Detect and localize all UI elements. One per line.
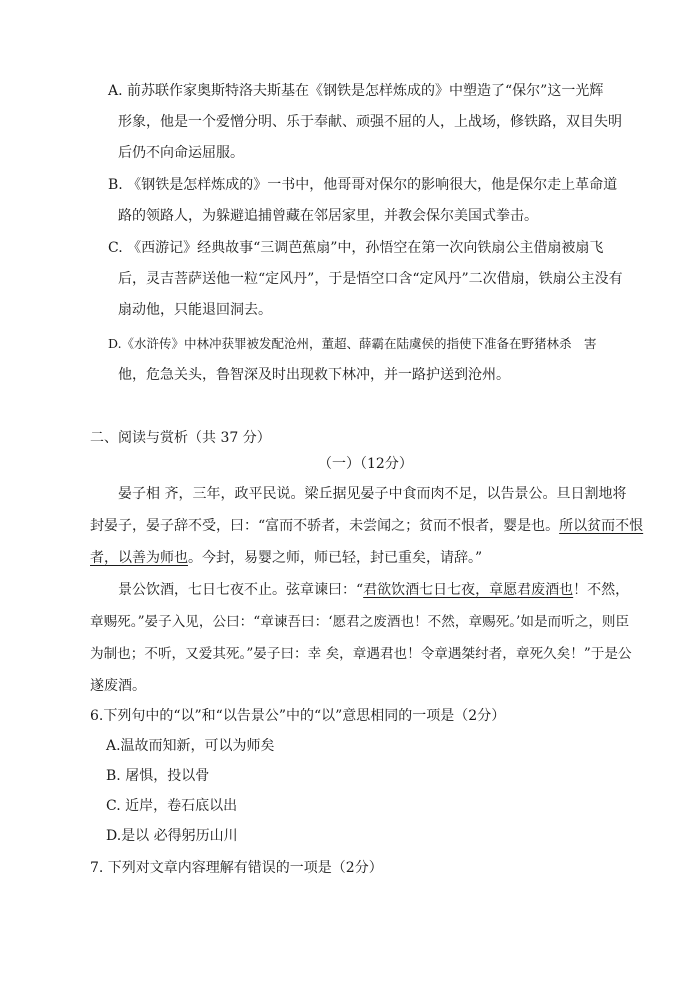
passage-p2-line-1 [118,580,629,600]
passage-p2-line-2: 章赐死。”晏子入见，公曰：“章谏吾曰：‘愿君之废酒也！不然，章赐死。’如是而听之，则臣 [90,614,630,630]
section-sub-heading: （一）（12分） [318,456,413,472]
option-a-line-3: 后仍不向命运屈服。 [118,145,244,161]
option-b-line-1: B. 《钢铁是怎样炼成的》一书中，他哥哥对保尔的影响很大，他是保尔走上革命道 [108,177,618,193]
question-6-option-a: A.温故而知新，可以为师矣 [106,738,275,754]
option-c-line-1: C. 《西游记》经典故事“三调芭蕉扇”中，孙悟空在第一次向铁扇公主借扇被扇飞 [108,240,604,256]
question-6-option-b: B. 屠惧，投以骨 [106,768,210,784]
passage-p2-line-4: 遂废酒。 [90,678,146,694]
option-d-line-1: D.《水浒传》中林冲获罪被发配沧州，董超、薛霸在陆虞侯的指使下准备在野猪林杀 害 [108,336,597,351]
passage-text: 景公饮酒，七日七夜不止。弦章谏曰：“ [118,582,364,598]
passage-text: 。今封，易婴之师，师已轻，封已重矣，请辞。” [188,550,483,566]
underlined-sentence: 者，以善为师也 [90,550,188,566]
option-a-line-2: 形象，他是一个爱憎分明、乐于奉献、顽强不屈的人，上战场，修铁路，双目失明 [118,114,622,130]
underlined-sentence: 所以贫而不恨 [559,518,644,534]
passage-text: 封晏子，晏子辞不受，曰：“富而不骄者，未尝闻之；贫而不恨者，婴是也。 [90,518,560,534]
question-6-stem: 6.下列句中的“以”和“以告景公”中的“以”意思相同的一项是（2分） [90,708,506,724]
underlined-sentence: 君欲饮酒七日七夜，章愿君废酒也 [363,582,574,598]
question-7-stem: 7. 下列对文章内容理解有错误的一项是（2分） [90,860,383,876]
section-heading: 二、阅读与赏析（共 37 分） [90,430,271,446]
passage-p1-line-2 [90,516,643,536]
passage-text: ！不然， [573,582,630,598]
passage-p1-line-3 [90,548,482,568]
option-c-line-3: 扇动他，只能退回洞去。 [118,302,272,318]
option-c-line-2: 后，灵吉菩萨送他一粒“定风丹”，于是悟空口含“定风丹”二次借扇，铁扇公主没有 [118,271,623,287]
passage-p2-line-3: 为制也；不听，又爱其死。”晏子曰：幸 矣，章遇君也！令章遇桀纣者，章死久矣！”于是公 [90,646,632,662]
passage-p1-line-1: 晏子相 齐，三年，政平民说。梁丘据见晏子中食而肉不足，以告景公。旦日割地将 [118,486,627,502]
question-6-option-c: C. 近岸，卷石底以出 [106,798,238,814]
option-d-line-2: 他，危急关头，鲁智深及时出现救下林冲，并一路护送到沧州。 [118,367,510,383]
option-a-line-1: A. 前苏联作家奥斯特洛夫斯基在《钢铁是怎样炼成的》中塑造了“保尔”这一光辉 [108,83,604,99]
option-b-line-2: 路的领路人，为躲避追捕曾藏在邻居家里，并教会保尔美国式拳击。 [118,208,538,224]
question-6-option-d: D.是以 必得躬历山川 [106,828,238,844]
